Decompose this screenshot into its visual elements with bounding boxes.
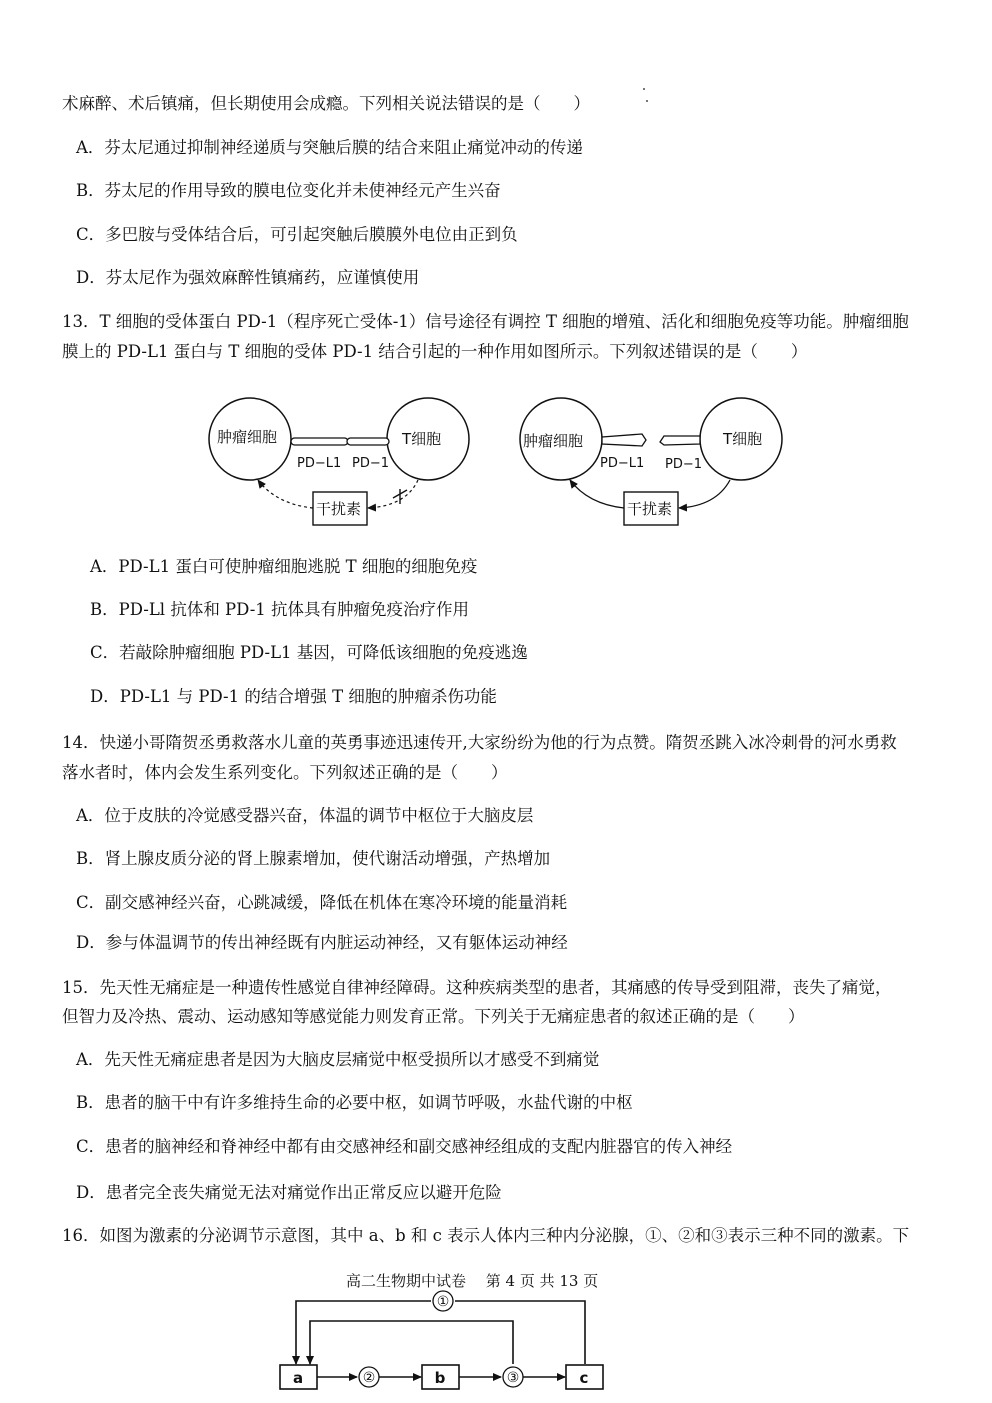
page-footer: 高二生物期中试卷 第 4 页 共 13 页 [346, 1272, 599, 1290]
q12-option-d: D．芬太尼作为强效麻醉性镇痛药，应谨慎使用 [76, 268, 420, 287]
q13-option-a: A．PD-L1 蛋白可使肿瘤细胞逃脱 T 细胞的细胞免疫 [90, 557, 478, 576]
pd-1-label: PD−1 [352, 456, 390, 471]
feedback-line-1b [296, 1301, 431, 1364]
q14-option-a: A．位于皮肤的冷觉感受器兴奋，体温的调节中枢位于大脑皮层 [76, 806, 534, 825]
interferon-label: 干扰素 [627, 500, 673, 518]
pd-1-bar [347, 438, 389, 445]
pd-1-label: PD−1 [665, 457, 703, 472]
q15-option-c: C．患者的脑神经和脊神经中都有由交感神经和副交感神经组成的支配内脏器官的传入神经 [76, 1137, 733, 1156]
t-cell-label: T细胞 [402, 430, 442, 448]
q13-stem-line1: 13．T 细胞的受体蛋白 PD-1（程序死亡受体-1）信号途径有调控 T 细胞的增殖、活化和细胞免疫等功能。肿瘤细胞 [62, 312, 909, 331]
q15-option-a: A．先天性无痛症患者是因为大脑皮层痛觉中枢受损所以才感受不到痛觉 [76, 1050, 600, 1069]
q14-stem-line2: 落水者时，体内会发生系列变化。下列叙述正确的是（ ） [62, 763, 508, 782]
dashed-arrow-to-interferon [368, 480, 418, 508]
hormone-2-label: ② [362, 1370, 376, 1386]
gland-b-label: b [434, 1369, 446, 1387]
q12-option-a: A．芬太尼通过抑制神经递质与突触后膜的结合来阻止痛觉冲动的传递 [76, 138, 583, 157]
q16-stem: 16．如图为激素的分泌调节示意图，其中 a、b 和 c 表示人体内三种内分泌腺，①、②和③表示三种不同的激素。下 [62, 1226, 910, 1245]
solid-arrow-to-tumor [570, 480, 624, 508]
q15-stem-line1: 15．先天性无痛症是一种遗传性感觉自律神经障碍。这种疾病类型的患者，其痛感的传导受到阻滞，丧失了痛觉， [62, 978, 892, 997]
pd-l1-bar [602, 434, 646, 446]
q13-option-c: C．若敲除肿瘤细胞 PD-L1 基因，可降低该细胞的免疫逃逸 [90, 643, 528, 662]
q15-stem-line2: 但智力及冷热、震动、运动感知等感觉能力则发育正常。下列关于无痛症患者的叙述正确的是（ ） [62, 1007, 805, 1026]
feedback-line-3 [310, 1321, 513, 1364]
dashed-arrow-to-tumor [258, 480, 313, 508]
q14-option-c: C．副交感神经兴奋，心跳减缓，降低在机体在寒冷环境的能量消耗 [76, 893, 568, 912]
q12-stem-tail: 术麻醉、术后镇痛，但长期使用会成瘾。下列相关说法错误的是（ ） [62, 94, 590, 113]
q12-option-b: B．芬太尼的作用导致的膜电位变化并未使神经元产生兴奋 [76, 181, 501, 200]
q13-option-b: B．PD-Ll 抗体和 PD-1 抗体具有肿瘤免疫治疗作用 [90, 600, 470, 619]
hormone-1-label: ① [436, 1294, 450, 1310]
hormone-3-label: ③ [506, 1370, 520, 1386]
q13-left-panel [209, 398, 469, 525]
q13-figure [200, 392, 800, 534]
scan-speck [643, 88, 645, 90]
tumor-cell-label: 肿瘤细胞 [217, 428, 278, 446]
pd-l1-bar [291, 438, 348, 445]
t-cell-label: T细胞 [723, 430, 763, 448]
pd-l1-label: PD−L1 [297, 456, 342, 471]
interferon-label: 干扰素 [316, 500, 362, 518]
tumor-cell-label: 肿瘤细胞 [523, 432, 584, 450]
q13-right-panel [520, 398, 782, 525]
q14-option-d: D．参与体温调节的传出神经既有内脏运动神经，又有躯体运动神经 [76, 933, 568, 952]
q12-option-c: C．多巴胺与受体结合后，可引起突触后膜膜外电位由正到负 [76, 225, 518, 244]
gland-a-label: a [292, 1369, 304, 1387]
scan-speck [646, 100, 648, 102]
q13-option-d: D．PD-L1 与 PD-1 的结合增强 T 细胞的肿瘤杀伤功能 [90, 687, 497, 706]
solid-arrow-to-interferon [679, 480, 730, 508]
q13-stem-line2: 膜上的 PD-L1 蛋白与 T 细胞的受体 PD-1 结合引起的一种作用如图所示。下列叙述错误的是（ ） [62, 342, 808, 361]
q14-option-b: B．肾上腺皮质分泌的肾上腺素增加，使代谢活动增强，产热增加 [76, 849, 551, 868]
q16-figure [270, 1288, 610, 1394]
pd-1-bar [660, 436, 700, 445]
q14-stem-line1: 14．快递小哥隋贺丞勇救落水儿童的英勇事迹迅速传开,大家纷纷为他的行为点赞。隋贺丞跳入冰冷刺骨的河水勇救 [62, 733, 897, 752]
pd-l1-label: PD−L1 [600, 456, 645, 471]
q15-option-b: B．患者的脑干中有许多维持生命的必要中枢，如调节呼吸，水盐代谢的中枢 [76, 1093, 633, 1112]
gland-c-label: c [579, 1369, 589, 1387]
q15-option-d: D．患者完全丧失痛觉无法对痛觉作出正常反应以避开危险 [76, 1183, 502, 1202]
feedback-line-1 [455, 1301, 585, 1364]
